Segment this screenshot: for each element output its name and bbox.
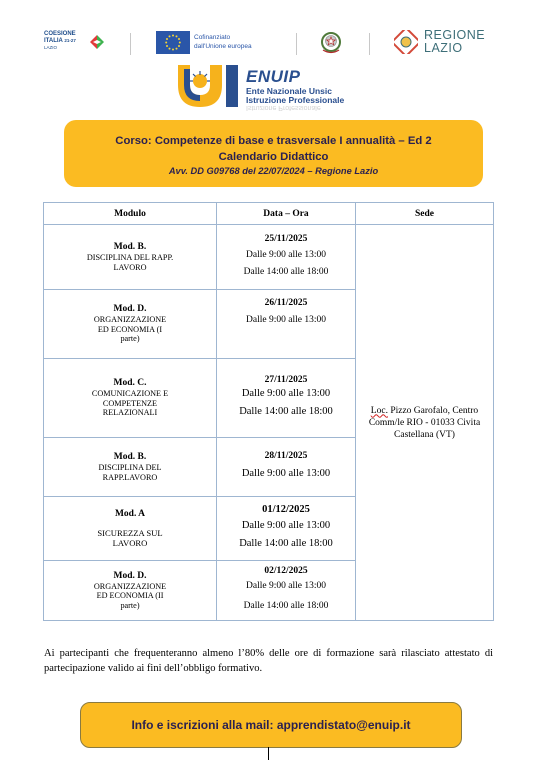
- attendance-note: Ai partecipanti che frequenteranno almeno l’80% delle ore di formazione sarà rilasciato attestato di partecipazione valido ai fini dell’obbligo formativo.: [44, 648, 493, 674]
- eu-flag-icon: [156, 31, 190, 54]
- date-time-cell: [217, 497, 356, 561]
- date-time-cell: [217, 225, 356, 290]
- venue-prefix: Loc.: [370, 405, 388, 416]
- logo-divider: [130, 33, 131, 55]
- enuip-logo: [176, 63, 366, 113]
- date-time-cell: [217, 438, 356, 497]
- coesione-line2: ITALIA: [44, 37, 63, 44]
- session-time: Dalle 9:00 alle 13:00: [241, 468, 331, 479]
- session-date: 26/11/2025: [264, 298, 308, 308]
- module-description: ORGANIZZAZIONE ED ECONOMIA (II parte): [93, 581, 167, 610]
- coesione-italia-logo: [44, 31, 106, 57]
- session-time: Dalle 9:00 alle 13:00: [241, 388, 331, 399]
- enuip-subtitle-1: Ente Nazionale Unsic: [246, 86, 332, 96]
- enuip-reflection: Istruzione Professionale: [246, 104, 321, 111]
- module-cell: [44, 497, 217, 561]
- column-header-data-ora: Data – Ora: [217, 203, 356, 225]
- eu-text-line2: dall'Unione europea: [194, 43, 252, 50]
- module-description: SICUREZZA SUL LAVORO: [97, 528, 163, 548]
- regione-lazio-emblem-icon: [394, 30, 418, 54]
- module-name: Mod. A: [114, 509, 146, 519]
- calendar-title: Calendario Didattico: [218, 151, 329, 163]
- info-contact-text: Info e iscrizioni alla mail: apprendistato@enuip.it: [131, 718, 411, 732]
- module-name: Mod. D.: [113, 570, 147, 581]
- session-time: Dalle 9:00 alle 13:00: [246, 249, 326, 260]
- venue-address: Pizzo Garofalo, Centro Comm/le RIO - 01033 Civita Castellana (VT): [368, 405, 481, 440]
- logo-strip: [0, 0, 537, 62]
- coesione-region: LAZIO: [44, 45, 58, 50]
- date-time-cell: [217, 561, 356, 621]
- eu-cofinanced-logo: [156, 31, 274, 55]
- module-description: COMUNICAZIONE E COMPETENZE RELAZIONALI: [91, 389, 169, 418]
- coesione-line1: COESIONE: [44, 31, 76, 37]
- course-header-box: [64, 120, 483, 187]
- session-time: Dalle 14:00 alle 18:00: [243, 266, 329, 277]
- regione-lazio-logo: [394, 29, 494, 55]
- session-date: 25/11/2025: [264, 233, 308, 244]
- module-description: DISCIPLINA DEL RAPP.LAVORO: [98, 463, 162, 482]
- session-time: Dalle 9:00 alle 13:00: [246, 580, 326, 591]
- venue-cell: [356, 225, 494, 621]
- session-date: 02/12/2025: [264, 565, 308, 576]
- module-name: Mod. C.: [113, 378, 147, 389]
- text-cursor: [268, 747, 269, 760]
- session-time: Dalle 9:00 alle 13:00: [241, 520, 331, 531]
- module-name: Mod. B.: [113, 242, 147, 252]
- date-time-cell: [217, 359, 356, 438]
- enuip-name: ENUIP: [246, 67, 301, 86]
- logo-divider: [369, 33, 370, 55]
- session-time: Dalle 9:00 alle 13:00: [246, 315, 326, 325]
- coesione-years: 21-27: [64, 37, 76, 43]
- italian-republic-emblem-icon: [318, 28, 344, 56]
- module-cell: [44, 438, 217, 497]
- module-description: DISCIPLINA DEL RAPP. LAVORO: [86, 253, 174, 272]
- session-time: Dalle 14:00 alle 18:00: [239, 406, 333, 417]
- regione-line2: LAZIO: [424, 41, 463, 55]
- table-header-row: [44, 203, 494, 225]
- module-description: ORGANIZZAZIONE ED ECONOMIA (I parte): [93, 315, 167, 344]
- enuip-subtitle-2: Istruzione Professionale: [246, 94, 345, 105]
- module-cell: [44, 225, 217, 290]
- eu-text-line1: Cofinanziato: [194, 34, 231, 41]
- session-date: 28/11/2025: [264, 451, 308, 461]
- table-row: [44, 225, 494, 290]
- date-time-cell: [217, 290, 356, 359]
- calendar-table: [43, 202, 494, 621]
- coesione-mark-icon: [88, 32, 106, 52]
- session-date: 01/12/2025: [262, 504, 310, 515]
- session-time: Dalle 14:00 alle 18:00: [239, 538, 333, 549]
- logo-divider: [296, 33, 297, 55]
- notice-reference: Avv. DD G09768 del 22/07/2024 – Regione Lazio: [168, 166, 379, 176]
- module-name: Mod. D.: [113, 304, 147, 315]
- column-header-sede: Sede: [356, 203, 494, 225]
- info-contact-box: [80, 702, 462, 748]
- session-time: Dalle 14:00 alle 18:00: [243, 600, 329, 611]
- module-name: Mod. B.: [113, 452, 147, 462]
- session-date: 27/11/2025: [264, 375, 308, 385]
- regione-line1: REGIONE: [424, 28, 486, 42]
- module-cell: [44, 359, 217, 438]
- enuip-mark-icon: [176, 63, 240, 109]
- column-header-modulo: Modulo: [44, 203, 217, 225]
- module-cell: [44, 290, 217, 359]
- course-title: Corso: Competenze di base e trasversale I annualità – Ed 2: [115, 135, 432, 147]
- module-cell: [44, 561, 217, 621]
